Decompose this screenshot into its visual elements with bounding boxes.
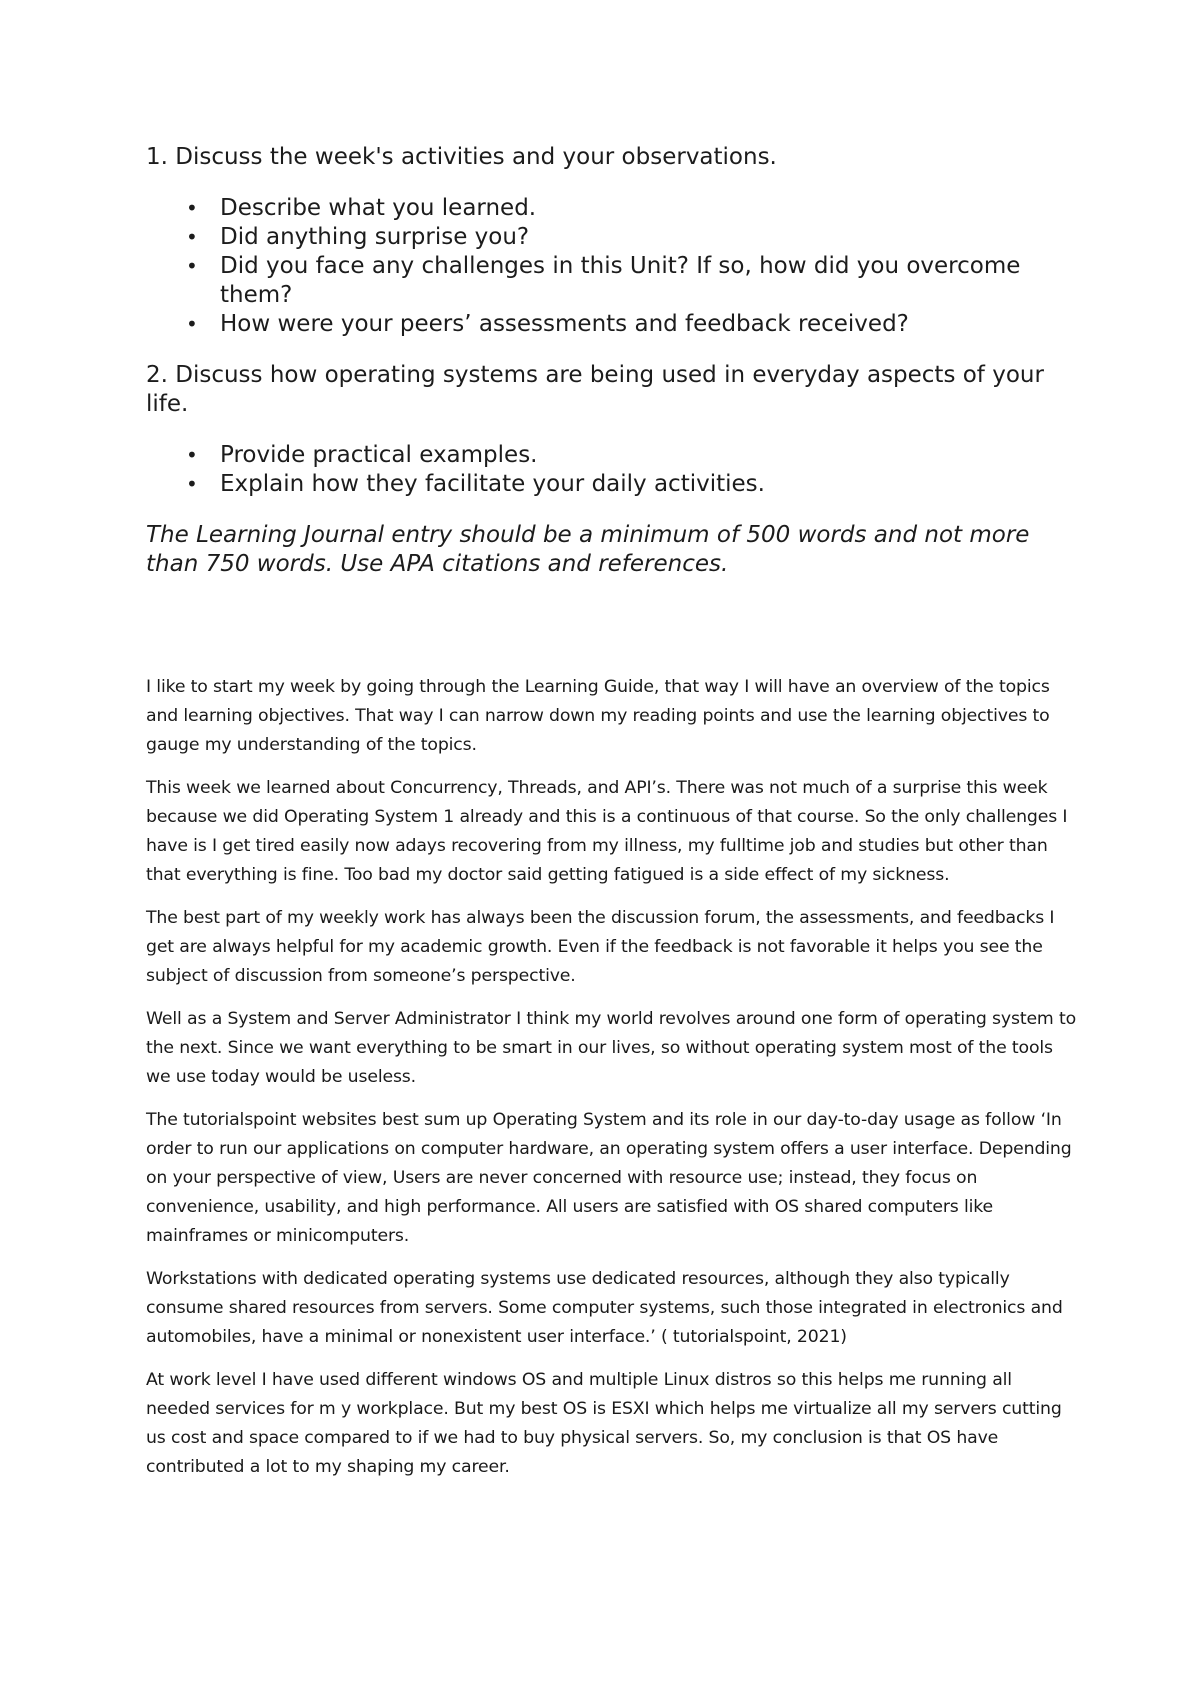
list-item bbox=[186, 194, 1076, 223]
list-item bbox=[186, 310, 1076, 339]
journal-entry bbox=[146, 673, 1076, 1496]
journal-paragraph: Workstations with dedicated operating systems use dedicated resources, although they also typically consume shared resources from servers. Some computer systems, such those integrated in electronics and automobiles, have a minimal or nonexistent user interface.’ ( tutorialspoint, 2021) bbox=[146, 1269, 1063, 1347]
journal-paragraph: At work level I have used different windows OS and multiple Linux distros so this helps me running all needed services for m y workplace. But my best OS is ESXI which helps me virtualize all my servers cutting us cost and space compared to if we had to buy physical servers. So, my conclusion is that OS have contributed a lot to my shaping my career. bbox=[146, 1370, 1062, 1477]
list-item bbox=[186, 470, 1076, 499]
journal-paragraph: The best part of my weekly work has always been the discussion forum, the assessments, and feedbacks I get are always helpful for my academic growth. Even if the feedback is not favorable it helps you see the subject of discussion from someone’s perspective. bbox=[146, 908, 1055, 986]
journal-paragraph: I like to start my week by going through the Learning Guide, that way I will have an overview of the topics and learning objectives. That way I can narrow down my reading points and use the learning objectives to gauge my understanding of the topics. bbox=[146, 677, 1050, 755]
bullet-icon: • bbox=[186, 443, 198, 467]
question-2-heading: 2. Discuss how operating systems are being used in everyday aspects of your life. bbox=[146, 362, 1044, 417]
list-item bbox=[186, 223, 1076, 252]
question-1-heading: 1. Discuss the week's activities and your observations. bbox=[146, 144, 777, 170]
question-1-bullet-list bbox=[146, 194, 1076, 339]
list-item-text: Did anything surprise you? bbox=[220, 224, 530, 250]
assignment-prompt bbox=[146, 143, 1076, 579]
journal-paragraph: Well as a System and Server Administrator I think my world revolves around one form of operating system to the next. Since we want everything to be smart in our lives, so without operating system most of the tools we use today would be useless. bbox=[146, 1009, 1077, 1087]
bullet-icon: • bbox=[186, 472, 198, 496]
journal-paragraph: This week we learned about Concurrency, Threads, and API’s. There was not much of a surprise this week because we did Operating System 1 already and this is a continuous of that course. So the only challenges I have is I get tired easily now adays recovering from my illness, my fulltime job and studies but other than that everything is fine. Too bad my doctor said getting fatigued is a side effect of my sickness. bbox=[146, 778, 1068, 885]
list-item-text: Provide practical examples. bbox=[220, 442, 538, 468]
bullet-icon: • bbox=[186, 225, 198, 249]
question-2-bullet-list bbox=[146, 441, 1076, 499]
bullet-icon: • bbox=[186, 254, 198, 278]
list-item-text: How were your peers’ assessments and feedback received? bbox=[220, 311, 909, 337]
bullet-icon: • bbox=[186, 196, 198, 220]
list-item bbox=[186, 441, 1076, 470]
list-item-text: Did you face any challenges in this Unit? If so, how did you overcome them? bbox=[220, 253, 1021, 308]
list-item bbox=[186, 252, 1076, 310]
journal-paragraph: The tutorialspoint websites best sum up Operating System and its role in our day-to-day usage as follow ‘In order to run our applications on computer hardware, an operating system offers a user interface. Depending on your perspective of view, Users are never concerned with resource use; instead, they focus on convenience, usability, and high performance. All users are satisfied with OS shared computers like mainframes or minicomputers. bbox=[146, 1110, 1072, 1246]
bullet-icon: • bbox=[186, 312, 198, 336]
list-item-text: Describe what you learned. bbox=[220, 195, 537, 221]
requirement-note: The Learning Journal entry should be a minimum of 500 words and not more than 750 words. Use APA citations and references. bbox=[146, 522, 1030, 577]
list-item-text: Explain how they facilitate your daily activities. bbox=[220, 471, 765, 497]
